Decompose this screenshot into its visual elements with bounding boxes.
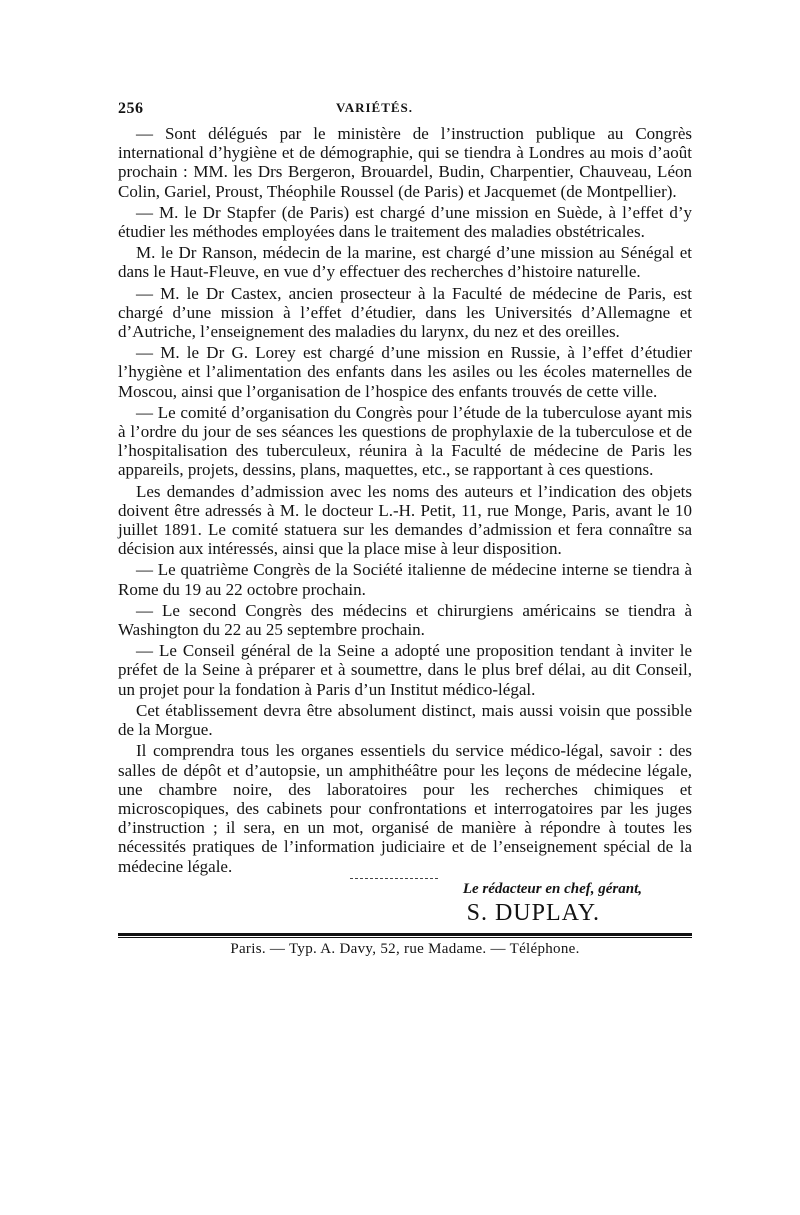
document-page xyxy=(118,100,692,958)
paragraph-castex-mission: — M. le Dr Castex, ancien prosecteur à la Faculté de médecine de Paris, est chargé d’une mission à l’effet d’étudier, dans les Universités d’Allemagne et d’Autriche, l’enseignement des maladies du larynx, du nez et des oreilles. xyxy=(118,283,692,342)
paragraph-congres-americain: — Le second Congrès des médecins et chirurgiens américains se tiendra à Washington du 22 au 25 septembre prochain. xyxy=(118,600,692,640)
paragraph-etablissement-morgue: Cet établissement devra être absolument distinct, mais aussi voisin que possible de la Morgue. xyxy=(118,700,692,740)
signature-block xyxy=(118,878,692,927)
paragraph-conseil-general-seine: — Le Conseil général de la Seine a adopté une proposition tendant à inviter le préfet de la Seine à préparer et à soumettre, dans le plus bref délai, au dit Conseil, un projet pour la fondation à Paris d’un Institut médico-légal. xyxy=(118,641,692,699)
page-number: 256 xyxy=(118,100,144,117)
running-head xyxy=(118,100,692,124)
paragraph-ranson-mission: M. le Dr Ranson, médecin de la marine, est chargé d’une mission au Sénégal et dans le Haut-Fleuve, en vue d’y effectuer des recherches d’histoire naturelle. xyxy=(118,243,692,282)
paragraph-congres-italien: — Le quatrième Congrès de la Société italienne de médecine interne se tiendra à Rome du 19 au 22 octobre prochain. xyxy=(118,560,692,599)
running-title: VARIÉTÉS. xyxy=(336,100,414,115)
paragraph-organes-medico-legal: Il comprendra tous les organes essentiels du service médico-légal, savoir : des salles de dépôt et d’autopsie, un amphithéâtre pour les leçons de médecine légale, une chambre noire, des laboratoires pour les recherches chimiques et microscopiques, des cabinets pour confrontations et interrogatoires par les juges d’instruction ; il sera, en un mot, organisé de manière à répondre à toutes les nécessités pratiques de l’information judiciaire et de l’enseignement spécial de la médecine légale. xyxy=(118,741,692,876)
paragraph-demandes-admission: Les demandes d’admission avec les noms des auteurs et l’indication des objets doivent être adressés à M. le docteur L.-H. Petit, 11, rue Monge, Paris, avant le 10 juillet 1891. Le comité statuera sur les demandes d’admission et fera connaître sa décision aux intéressés, ainsi que la place mise à leur disposition. xyxy=(118,481,692,559)
paragraph-lorey-mission: — M. le Dr G. Lorey est chargé d’une mission en Russie, à l’effet d’étudier l’hygiène et l’alimentation des enfants dans les asiles ou les écoles maternelles de Moscou, ainsi que l’organisation de l’hospice des enfants trouvés de cette ville. xyxy=(118,343,692,401)
paragraph-delegues-congres-londres: — Sont délégués par le ministère de l’instruction publique au Congrès international d’hygiène et de démographie, qui se tiendra à Londres au mois d’août prochain : MM. les Drs Bergeron, Brouardel, Budin, Charpentier, Chauveau, Léon Colin, Gariel, Proust, Théophile Roussel (de Paris) et Jacquemet (de Montpellier). xyxy=(118,124,692,201)
printer-imprint: Paris. — Typ. A. Davy, 52, rue Madame. — Téléphone. xyxy=(230,940,580,957)
paragraph-congres-tuberculose: — Le comité d’organisation du Congrès pour l’étude de la tuberculose ayant mis à l’ordre du jour de ses séances les questions de prophylaxie de la tuberculose et de l’hospitalisation des tuberculeux, réunira à la Faculté de médecine de Paris les appareils, projets, dessins, plans, maquettes, etc., se rapportant à ces questions. xyxy=(118,402,692,480)
article-body xyxy=(118,124,692,876)
footer-rule xyxy=(118,933,692,938)
signature-divider xyxy=(350,878,438,879)
editor-name: S. DUPLAY. xyxy=(466,899,600,926)
editor-role: Le rédacteur en chef, gérant, xyxy=(462,880,642,897)
paragraph-stapfer-mission: — M. le Dr Stapfer (de Paris) est chargé d’une mission en Suède, à l’effet d’y étudier les méthodes employées dans le traitement des maladies obstétricales. xyxy=(118,202,692,242)
